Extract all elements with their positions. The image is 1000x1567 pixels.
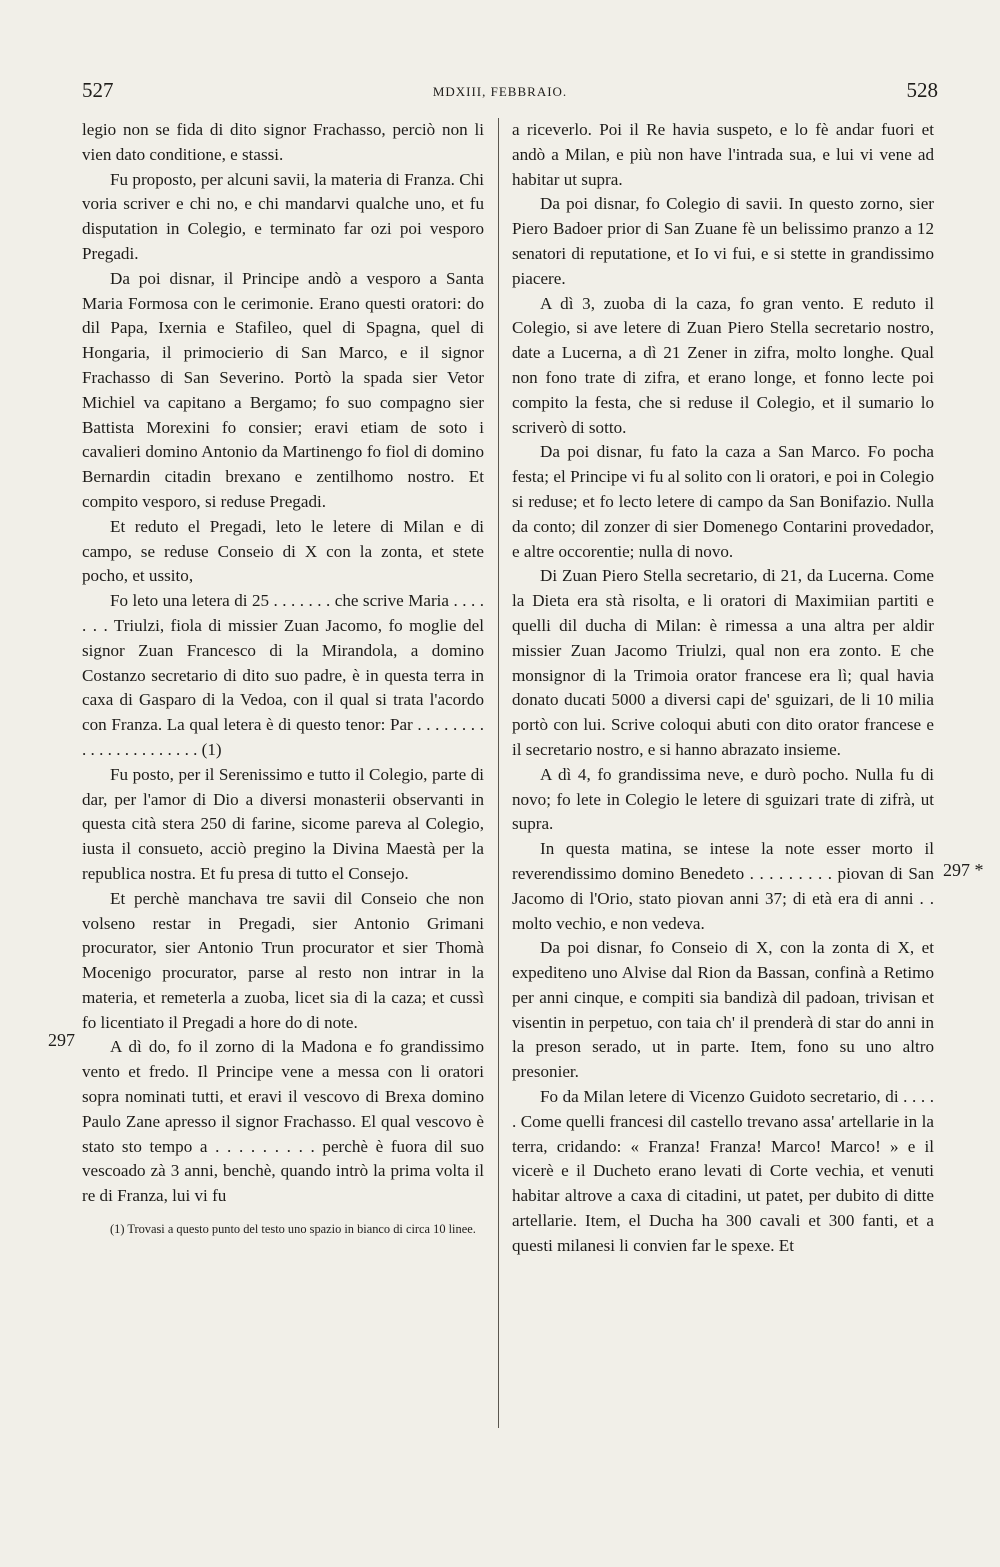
paragraph: Fu posto, per il Serenissimo e tutto il Colegio, parte di dar, per l'amor di Dio a diversi monasterii observanti in questa cità stera 250 di farine, sicome pareva al Colegio, iusta il consueto, acciò pregino la Divina Maestà per la republica nostra. Et fu presa di tutto el Consejo.	[82, 764, 484, 883]
page-number-right: 528	[906, 78, 938, 102]
paragraph: In questa matina, se intese la note esser morto il reverendissimo domino Benedeto . . . . . . . . . piovan di San Jacomo di l'Orio, stato piovan anni 37; di età era di anni . . molto vechio, e non vedeva.	[512, 839, 934, 933]
paragraph: a riceverlo. Poi il Re havia suspeto, e lo fè andar fuori et andò a Milan, e più non have l'intrada sua, e lui vi vene ad habitar ut supra.	[512, 120, 934, 189]
paragraph: Da poi disnar, il Principe andò a vesporo a Santa Maria Formosa con le cerimonie. Erano questi oratori: do dil Papa, Ixernia e Stafileo, quel di Spagna, quel di Hongaria, il primocierio di San Marco, e il signor Frachasso di San Severino. Portò la spada sier Vetor Michiel va capitano a Bergamo; fo suo compagno sier Battista Morexini fo consier; eravi etiam de soto i cavalieri domino Antonio da Martinengo fo fiol di domino Bernardin citadin brexano e zentilhomo nostro. Et compito vesporo, si reduse Pregadi.	[82, 268, 484, 511]
paragraph: A dì 3, zuoba di la caza, fo gran vento. E reduto il Colegio, si ave letere di Zuan Piero Stella secretario nostro, date a Lucerna, a dì 21 Zener in zifra, molto longhe. Qual non fono trate di zifra, et erano longe, et fonno lecte poi compito la festa, che si reduse il Colegio, et il sumario lo scriverò di sotto.	[512, 293, 934, 437]
page-number-left: 527	[82, 78, 114, 102]
paragraph: A dì do, fo il zorno di la Madona e fo grandissimo vento et fredo. Il Principe vene a messa con li oratori sopra nominati tutti, et eravi il vescovo di Brexa domino Paulo Zane apresso il signor Frachasso. El qual vescovo è stato sto tempo a . . . . . . . . . perchè è fuora dil suo vescoado zà 3 anni, benchè, quando intrò la prima volta il re di Franza, lui vi fu	[82, 1037, 484, 1206]
paragraph: Fo leto una letera di 25 . . . . . . . che scrive Maria . . . . . . . Triulzi, fiola di missier Zuan Jacomo, fo moglie del signor Zuan Francesco di la Mirandola, a domino Costanzo secretario di dito suo padre, è in questa terra in caxa di Gasparo di la Vedoa, con il qual si trata l'acordo con Franza. La qual letera è di questo tenor: Par . . . . . . . . . . . . . . . . . . . . . . (1)	[82, 591, 484, 759]
right-column	[512, 118, 934, 1259]
paragraph: Da poi disnar, fo Conseio di X, con la zonta di X, et expediteno uno Alvise dal Rion da Bassan, confinà a Retimo per anni cinque, e compiti sia bandizà dil padoan, trivisan et visentin in perpetuo, con taia ch' il prenderà di star do anni in la preson serado, ut in parte. Item, fono su uno altro presonier.	[512, 938, 934, 1082]
paragraph: Di Zuan Piero Stella secretario, di 21, da Lucerna. Come la Dieta era stà risolta, e li oratori di Maximiian partiti e quelli dil ducha di Milan: è rimessa a una altra per aldir missier Zuan Jacomo Triulzi, qual non era zonto. E che monsignor di la Trimoia orator francese era lì; qual havia donato ducati 5000 a diversi capi de' sguizari, de li 10 milia portò con lui. Scrive coloqui abuti con dito orator francese e il secretario nostro, e si hanno abrazato insieme.	[512, 566, 934, 759]
paragraph: Et perchè manchava tre savii dil Conseio che non volseno restar in Pregadi, sier Antonio Grimani procurator, sier Antonio Trun procurator et sier Thomà Mocenigo procurator, parse al resto non intrar in la materia, et remeterla a zuoba, licet sia di la caza; et cussì fo licentiato il Pregadi a hore do di note.	[82, 888, 484, 1032]
paragraph: Fo da Milan letere di Vicenzo Guidoto secretario, di . . . . . Come quelli francesi dil castello trevano assa' artellarie in la terra, cridando: « Franza! Franza! Marco! Marco! » e il vicerè e il Ducheto erano levati di Corte vechia, et venuti habitar altrove a caxa di citadini, ut patet, per dubito di ditte artellarie. Item, el Ducha ha 300 cavali et 300 fanti, et a questi milanesi li convien far le spexe. Et	[512, 1087, 934, 1255]
page-header	[0, 78, 1000, 108]
paragraph: Fu proposto, per alcuni savii, la materia di Franza. Chi voria scriver e chi no, e chi mandarvi qualche uno, et fu disputation in Colegio, e terminato far ozi poi vesporo Pregadi.	[82, 169, 484, 263]
paragraph: Da poi disnar, fu fato la caza a San Marco. Fo pocha festa; el Principe vi fu al solito con li oratori, e poi in Colegio si reduse; et fo lecto letere di campo da San Bonifazio. Nulla da conto; dil zonzer di sier Domenego Contarini provedador, e altre occorentie; nulla di novo.	[512, 442, 934, 561]
running-title: MDXIII, FEBBRAIO.	[432, 84, 568, 99]
paragraph: Et reduto el Pregadi, leto le letere di Milan e di campo, se reduse Conseio di X con la zonta, et stete pocho, et ussito,	[82, 516, 484, 586]
paragraph: legio non se fida di dito signor Frachasso, perciò non li vien dato conditione, e stassi.	[82, 120, 484, 164]
footnote: (1) Trovasi a questo punto del testo uno spazio in bianco di circa 10 linee.	[110, 1222, 476, 1237]
left-column	[82, 118, 484, 1237]
column-divider	[498, 118, 499, 1428]
paragraph: A dì 4, fo grandissima neve, e durò pocho. Nulla fu di novo; fo lete in Colegio le letere di sguizari trate di zifrà, ut supra.	[512, 764, 934, 834]
margin-note-left: 297	[48, 1030, 75, 1050]
paragraph: Da poi disnar, fo Colegio di savii. In questo zorno, sier Piero Badoer prior di San Zuane fè un belissimo pranzo a 12 senatori di reputatione, et Io vi fui, e si stette in grandissimo piacere.	[512, 194, 934, 288]
margin-note-right: 297 *	[943, 860, 984, 880]
